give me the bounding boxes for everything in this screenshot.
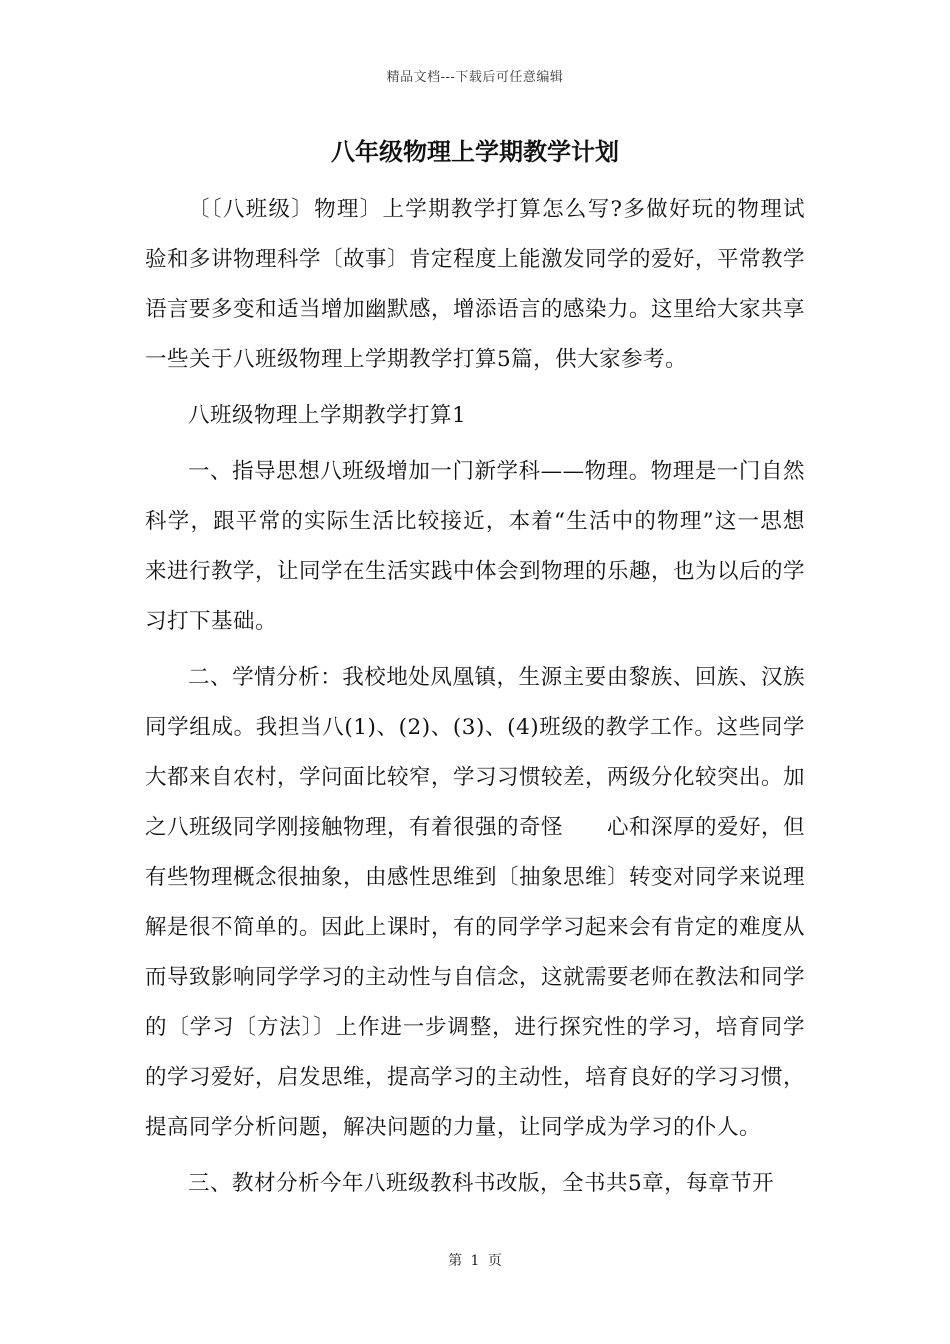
paragraph-guiding-thought: 一、指导思想八班级增加一门新学科——物理。物理是一门自然科学，跟平常的实际生活比较接近，本着“生活中的物理”这一思想来进行教学，让同学在生活实践中体会到物理的乐趣，也为以后的学习打下基础。 [145, 459, 806, 634]
page-header: 精品文档---下载后可任意编辑 [386, 70, 564, 85]
paragraph-textbook-analysis: 三、教材分析今年八班级教科书改版，全书共5章，每章节开 [188, 1171, 775, 1196]
page-number: 第 1 页 [448, 1253, 502, 1269]
document-title: 八年级物理上学期教学计划 [331, 137, 619, 166]
document-body [145, 185, 805, 1215]
paragraph-student-analysis: 二、学情分析：我校地处凤凰镇，生源主要由黎族、回族、汉族同学组成。我担当八(1)、(2)、(3)、(4)班级的教学工作。这些同学大都来自农村，学问面比较窄，学习习惯较差，两级分化较突出。加之八班级同学刚接触物理，有着很强的奇怪 心和深厚的爱好，但有些物理概念很抽象，由感性思维到〔抽象思维〕转变对同学来说理解是很不简单的。因此上课时，有的同学学习起来会有肯定的难度从而导致影响同学学习的主动性与自信念，这就需要老师在教法和同学的〔学习〔方法〕〕上作进一步调整，进行探究性的学习，培育同学的学习爱好，启发思维，提高学习的主动性，培育良好的学习习惯，提高同学分析问题，解决问题的力量，让同学成为学习的仆人。 [145, 665, 806, 1140]
section-heading-plan-1: 八班级物理上学期教学打算1 [188, 403, 467, 428]
intro-paragraph: 〔〔八班级〕物理〕上学期教学打算怎么写?多做好玩的物理试验和多讲物理科学〔故事〕肯定程度上能激发同学的爱好，平常教学语言要多变和适当增加幽默感，增添语言的感染力。这里给大家共享一些关于八班级物理上学期教学打算5篇，供大家参考。 [145, 197, 806, 372]
